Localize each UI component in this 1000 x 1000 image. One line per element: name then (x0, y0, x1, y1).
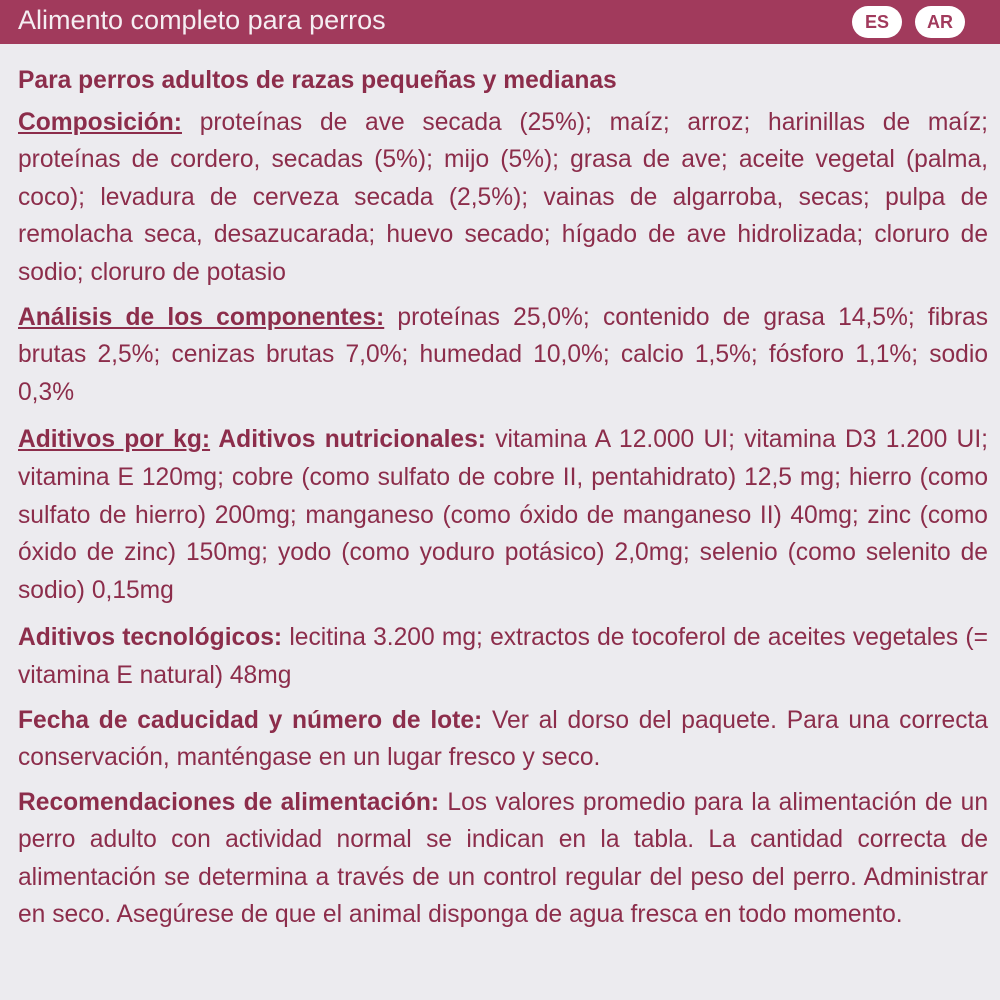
composition-section (18, 104, 988, 292)
expiry-text: Ver al dorso del paquete. Para una correcta conservación, manténgase en un lugar fresco y seco. (18, 706, 988, 772)
label-content (18, 62, 988, 934)
tech-additives-section (18, 619, 988, 694)
additives-text: vitamina A 12.000 UI; vitamina D3 1.200 UI; vitamina E 120mg; cobre (como sulfato de cobre II, pentahidrato) 12,5 mg; hierro (como sulfato de hierro) 200mg; manganeso (como óxido de manganeso II) 40mg; zinc (como óxido de zinc) 150mg; yodo (como yoduro potásico) 2,0mg; selenio (como selenito de sodio) 0,15mg (18, 426, 988, 604)
tech-additives-label: Aditivos tecnológicos: (18, 624, 283, 652)
composition-text: proteínas de ave secada (25%); maíz; arroz; harinillas de maíz; proteínas de cordero, secadas (5%); mijo (5%); grasa de ave; aceite vegetal (palma, coco); levadura de cerveza secada (2,5%); vainas de algarroba, secas; pulpa de remolacha seca, desazucarada; huevo secado; hígado de ave hidrolizada; cloruro de sodio; cloruro de potasio (18, 108, 988, 286)
additives-label: Aditivos por kg: (18, 426, 211, 454)
header-title: Alimento completo para perros (18, 5, 386, 35)
nutritional-additives-label: Aditivos nutricionales: (210, 426, 486, 454)
feeding-label: Recomendaciones de alimentación: (18, 788, 440, 816)
language-badge-ar: AR (915, 6, 965, 38)
expiry-section (18, 702, 988, 777)
additives-section (18, 421, 988, 609)
feeding-section (18, 784, 988, 934)
header-bar (0, 0, 1000, 44)
analysis-label: Análisis de los componentes: (18, 303, 385, 331)
analysis-section (18, 299, 988, 412)
analysis-text: proteínas 25,0%; contenido de grasa 14,5%; fibras brutas 2,5%; cenizas brutas 7,0%; humedad 10,0%; calcio 1,5%; fósforo 1,1%; sodio 0,3% (18, 303, 988, 406)
feeding-text: Los valores promedio para la alimentación de un perro adulto con actividad normal se indican en la tabla. La cantidad correcta de alimentación se determina a través de un control regular del peso del perro. Administrar en seco. Asegúrese de que el animal disponga de agua fresca en todo momento. (18, 788, 989, 929)
language-badge-es: ES (852, 6, 902, 38)
tech-additives-text: lecitina 3.200 mg; extractos de tocoferol de aceites vegetales (= vitamina E natural) 48mg (18, 624, 988, 689)
subtitle: Para perros adultos de razas pequeñas y medianas (18, 67, 617, 94)
composition-label: Composición: (18, 108, 182, 136)
expiry-label: Fecha de caducidad y número de lote: (18, 706, 483, 734)
